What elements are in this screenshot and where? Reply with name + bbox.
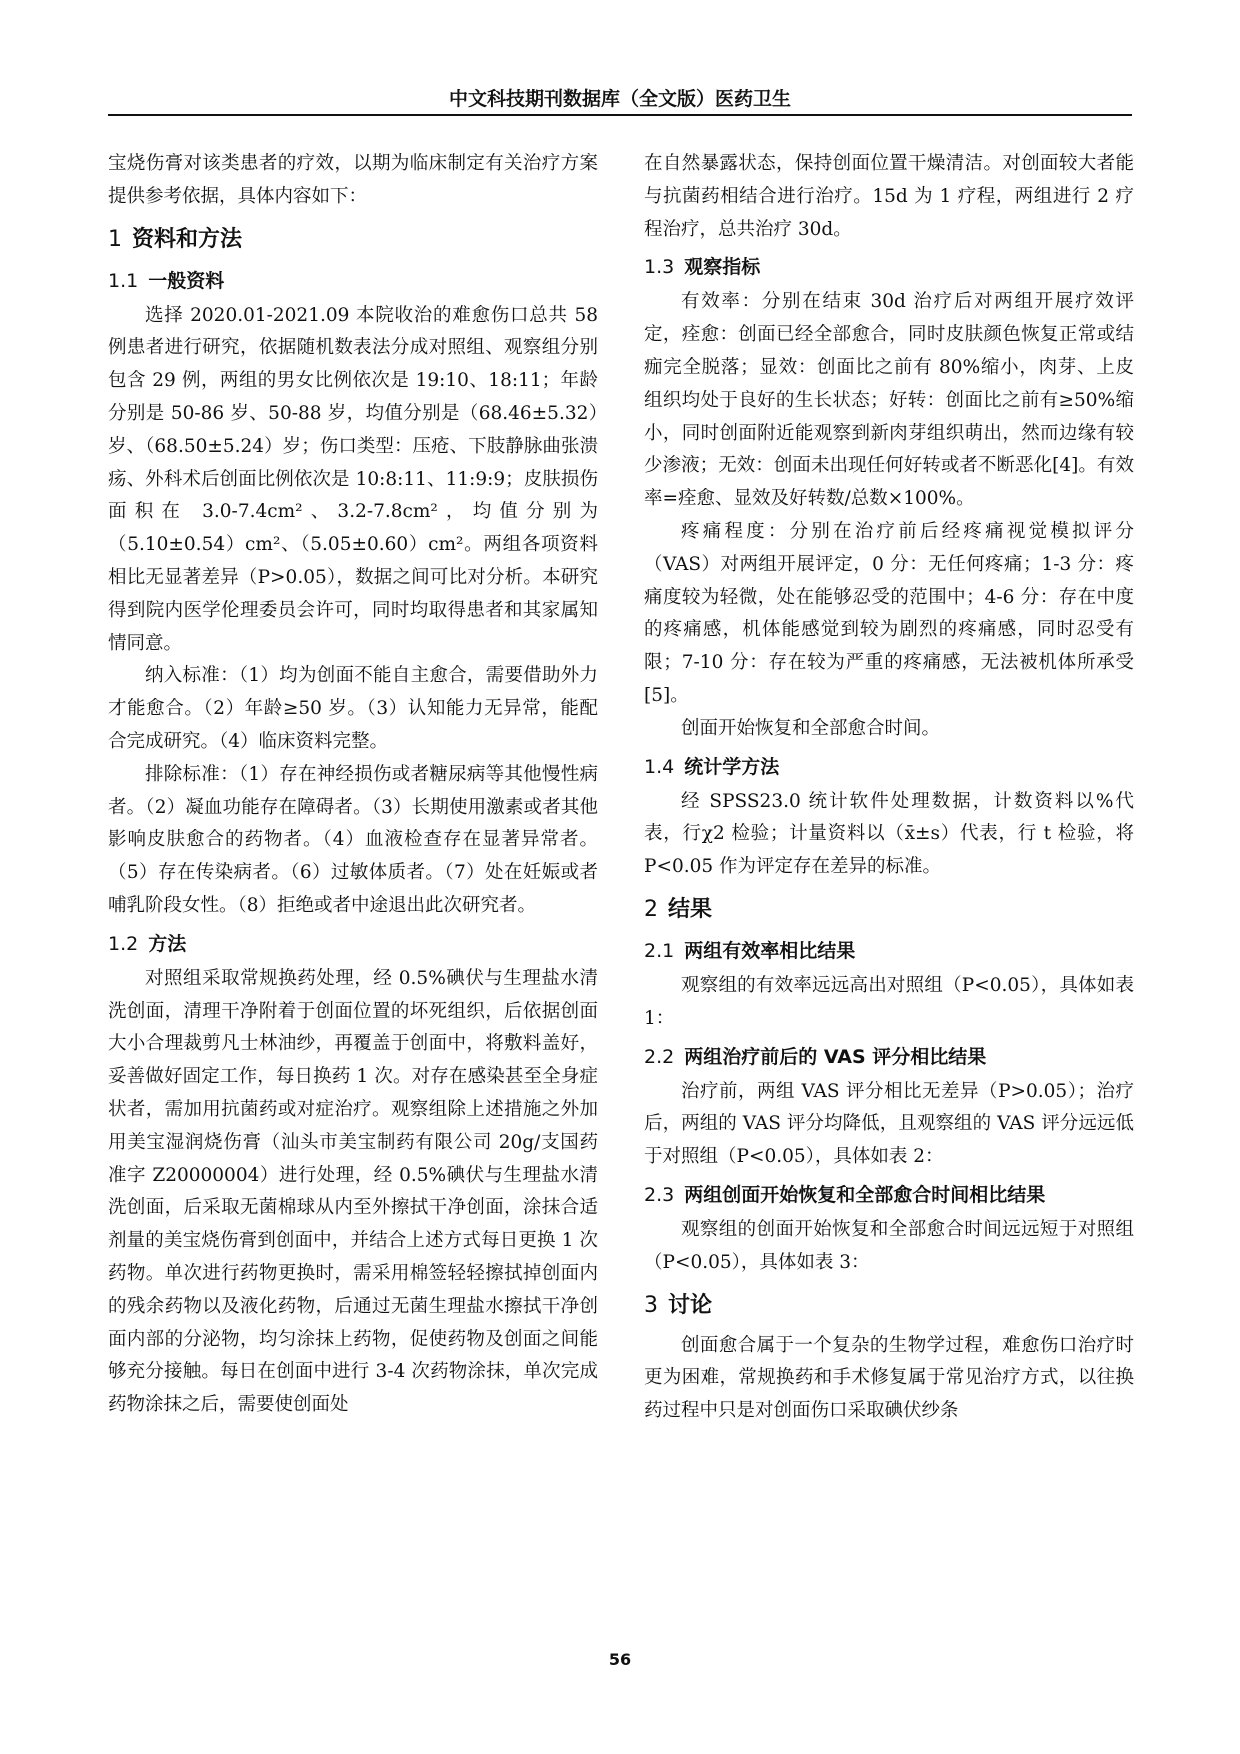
heading-number: 1.1 <box>108 269 139 292</box>
heading-number: 1.2 <box>108 932 139 955</box>
section-heading <box>644 890 1134 930</box>
heading-title: 方法 <box>148 932 187 955</box>
body-paragraph: 在自然暴露状态，保持创面位置干燥清洁。对创面较大者能与抗菌药相结合进行治疗。15d 为 1 疗程，两组进行 2 疗程治疗，总共治疗 30d。 <box>644 153 1134 240</box>
body-paragraph: 有效率：分别在结束 30d 治疗后对两组开展疗效评定，痊愈：创面已经全部愈合，同时皮肤颜色恢复正常或结痂完全脱落；显效：创面比之前有 80%缩小，肉芽、上皮组织均处于良好的生长状态；好转：创面比之前有≥50%缩小，同时创面附近能观察到新肉芽组织萌出，然而边缘有较少渗液；无效：创面未出现任何好转或者不断恶化[4]。有效率=痊愈、显效及好转数/总数×100%。 <box>644 291 1134 510</box>
body-paragraph: 经 SPSS23.0 统计软件处理数据，计数资料以%代表，行χ2 检验；计量资料以（x̄±s）代表，行 t 检验，将 P<0.05 作为评定存在差异的标准。 <box>644 790 1134 878</box>
subsection-heading <box>644 934 1134 968</box>
heading-title: 结果 <box>668 896 713 922</box>
heading-number: 2 <box>644 896 658 922</box>
heading-title: 两组有效率相比结果 <box>684 939 856 962</box>
body-paragraph: 选择 2020.01-2021.09 本院收治的难愈伤口总共 58 例患者进行研究，依据随机数表法分成对照组、观察组分别包含 29 例，两组的男女比例依次是 19:10、18:11；年龄分别是 50-86 岁、50-88 岁，均值分别是（68.46±5.32）岁、（68.50±5.24）岁；伤口类型：压疮、下肢静脉曲张溃疡、外科术后创面比例依次是 10:8:11、11:9:9；皮肤损伤面积在 3.0-7.4cm²、3.2-7.8cm²，均值分别为（5.10±0.54）cm²、（5.05±0.60）cm²。两组各项资料相比无显著差异（P>0.05），数据之间可比对分析。本研究得到院内医学伦理委员会许可，同时均取得患者和其家属知情同意。 <box>108 304 598 654</box>
body-paragraph: 观察组的创面开始恢复和全部愈合时间远远短于对照组（P<0.05），具体如表 3： <box>644 1218 1134 1273</box>
header-divider <box>108 114 1132 116</box>
body-paragraph: 观察组的有效率远远高出对照组（P<0.05），具体如表 1： <box>644 974 1134 1029</box>
body-paragraph: 治疗前，两组 VAS 评分相比无差异（P>0.05）；治疗后，两组的 VAS 评分均降低，且观察组的 VAS 评分远远低于对照组（P<0.05），具体如表 2： <box>644 1080 1134 1168</box>
heading-number: 3 <box>644 1292 658 1318</box>
heading-number: 1.3 <box>644 256 675 279</box>
heading-title: 两组治疗前后的 VAS 评分相比结果 <box>684 1045 987 1068</box>
heading-title: 观察指标 <box>684 256 761 279</box>
subsection-heading <box>108 927 598 961</box>
body-paragraph: 疼痛程度：分别在治疗前后经疼痛视觉模拟评分（VAS）对两组开展评定，0 分：无任何疼痛；1-3 分：疼痛度较为轻微，处在能够忍受的范围中；4-6 分：存在中度的疼痛感，机体能感觉到较为剧烈的疼痛感，同时忍受有限；7-10 分：存在较为严重的疼痛感，无法被机体所承受[5]。 <box>644 520 1134 706</box>
subsection-heading <box>644 1178 1134 1212</box>
subsection-heading <box>108 264 598 298</box>
heading-number: 2.2 <box>644 1045 675 1068</box>
heading-title: 统计学方法 <box>684 755 780 778</box>
journal-header: 中文科技期刊数据库（全文版）医药卫生 <box>448 88 791 110</box>
heading-number: 2.3 <box>644 1183 675 1206</box>
body-paragraph: 排除标准：（1）存在神经损伤或者糖尿病等其他慢性病者。（2）凝血功能存在障碍者。（3）长期使用激素或者其他影响皮肤愈合的药物者。（4）血液检查存在显著异常者。（5）存在传染病者。（6）过敏体质者。（7）处在妊娠或者哺乳阶段女性。（8）拒绝或者中途退出此次研究者。 <box>108 763 598 916</box>
heading-number: 1 <box>108 226 122 252</box>
page-number: 56 <box>608 1650 632 1669</box>
heading-title: 两组创面开始恢复和全部愈合时间相比结果 <box>684 1183 1046 1206</box>
right-column <box>644 148 1134 1428</box>
heading-title: 资料和方法 <box>132 226 243 252</box>
body-paragraph: 创面开始恢复和全部愈合时间。 <box>681 717 941 739</box>
body-paragraph: 纳入标准：（1）均为创面不能自主愈合，需要借助外力才能愈合。（2）年龄≥50 岁。（3）认知能力无异常，能配合完成研究。（4）临床资料完整。 <box>108 665 598 752</box>
body-paragraph: 对照组采取常规换药处理，经 0.5%碘伏与生理盐水清洗创面，清理干净附着于创面位置的坏死组织，后依据创面大小合理裁剪凡士林油纱，再覆盖于创面中，将敷料盖好，妥善做好固定工作，每日换药 1 次。对存在感染甚至全身症状者，需加用抗菌药或对症治疗。观察组除上述措施之外加用美宝湿润烧伤膏（汕头市美宝制药有限公司 20g/支国药准字 Z20000004）进行处理，经 0.5%碘伏与生理盐水清洗创面，后采取无菌棉球从内至外擦拭干净创面，涂抹合适剂量的美宝烧伤膏到创面中，并结合上述方式每日更换 1 次药物。单次进行药物更换时，需采用棉签轻轻擦拭掉创面内的残余药物以及液化药物，后通过无菌生理盐水擦拭干净创面内部的分泌物，均匀涂抹上药物，促使药物及创面之间能够充分接触。每日在创面中进行 3-4 次药物涂抹，单次完成药物涂抹之后，需要使创面处 <box>108 967 598 1416</box>
left-column <box>108 148 598 1422</box>
heading-title: 一般资料 <box>148 269 225 292</box>
subsection-heading <box>644 1040 1134 1074</box>
heading-number: 2.1 <box>644 939 675 962</box>
body-paragraph: 宝烧伤膏对该类患者的疗效，以期为临床制定有关治疗方案提供参考依据，具体内容如下： <box>108 153 598 207</box>
heading-number: 1.4 <box>644 755 675 778</box>
heading-title: 讨论 <box>668 1292 713 1318</box>
section-heading <box>644 1286 1134 1326</box>
subsection-heading <box>644 250 1134 284</box>
body-paragraph: 创面愈合属于一个复杂的生物学过程，难愈伤口治疗时更为困难，常规换药和手术修复属于常见治疗方式，以往换药过程中只是对创面伤口采取碘伏纱条 <box>644 1334 1134 1422</box>
subsection-heading <box>644 750 1134 784</box>
section-heading <box>108 220 598 260</box>
